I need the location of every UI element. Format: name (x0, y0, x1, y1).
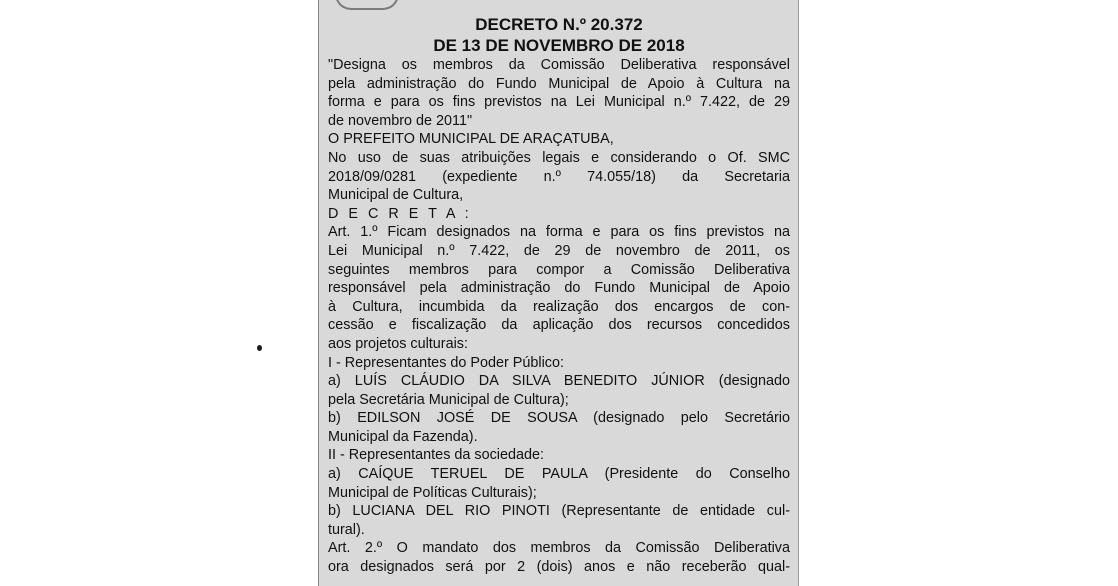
decree-line: seguintes membros para compor a Comissão Deliberativa (328, 261, 790, 278)
decree-date: DE 13 DE NOVEMBRO DE 2018 (433, 36, 685, 55)
decree-line: a) LUÍS CLÁUDIO DA SILVA BENEDITO JÚNIOR (designado (328, 373, 790, 390)
decree-line: tural). (328, 521, 365, 538)
decree-line: "Designa os membros da Comissão Deliberativa responsável (328, 57, 790, 73)
decree-line: 2018/09/0281 (expediente n.º 74.055/18) da Secretaria (328, 168, 790, 185)
decree-line: Municipal de Políticas Culturais); (328, 484, 537, 501)
decree-line: à Cultura, incumbida da realização dos encargos de con- (328, 298, 790, 315)
decree-line: b) EDILSON JOSÉ DE SOUSA (designado pelo Secretário (328, 410, 790, 427)
decree-line: a) CAÍQUE TERUEL DE PAULA (Presidente do Conselho (328, 466, 790, 483)
decree-line: forma e para os fins previstos na Lei Municipal n.º 7.422, de 29 (328, 94, 790, 111)
decree-text-block (328, 14, 790, 577)
decree-line: b) LUCIANA DEL RIO PINOTI (Representante de entidade cul- (328, 503, 790, 520)
decree-line: Lei Municipal n.º 7.422, de 29 de novembro de 2011, os (328, 242, 790, 259)
decree-line: No uso de suas atribuições legais e considerando o Of. SMC (328, 149, 790, 166)
decree-line: D E C R E T A : (328, 205, 472, 222)
decree-line: O PREFEITO MUNICIPAL DE ARAÇATUBA, (328, 131, 614, 148)
decree-line: Municipal de Cultura, (328, 187, 464, 204)
decree-line: responsável pela administração do Fundo Municipal de Apoio (328, 280, 790, 297)
clipping-right-edge (798, 0, 799, 586)
decree-line: Art. 1.º Ficam designados na forma e para os fins previstos na (328, 224, 790, 241)
decree-line: ora designados será por 2 (dois) anos e não receberão qual- (328, 559, 790, 576)
decree-title: DECRETO N.º 20.372 (475, 15, 643, 34)
emblem-seal (335, 0, 399, 10)
decree-line: de novembro de 2011" (328, 112, 473, 129)
decree-line: aos projetos culturais: (328, 335, 468, 352)
decree-line: II - Representantes da sociedade: (328, 447, 544, 464)
decree-line: I - Representantes do Poder Público: (328, 354, 564, 371)
decree-line: pela Secretária Municipal de Cultura); (328, 391, 569, 408)
clipping-left-edge (318, 0, 319, 586)
decree-line: Municipal da Fazenda). (328, 428, 478, 445)
ink-speck (257, 345, 262, 351)
decree-line: cessão e fiscalização da aplicação dos recursos concedidos (328, 317, 790, 334)
decree-line: pela administração do Fundo Municipal de Apoio à Cultura na (328, 75, 790, 92)
decree-line: Art. 2.º O mandato dos membros da Comissão Deliberativa (328, 540, 790, 557)
